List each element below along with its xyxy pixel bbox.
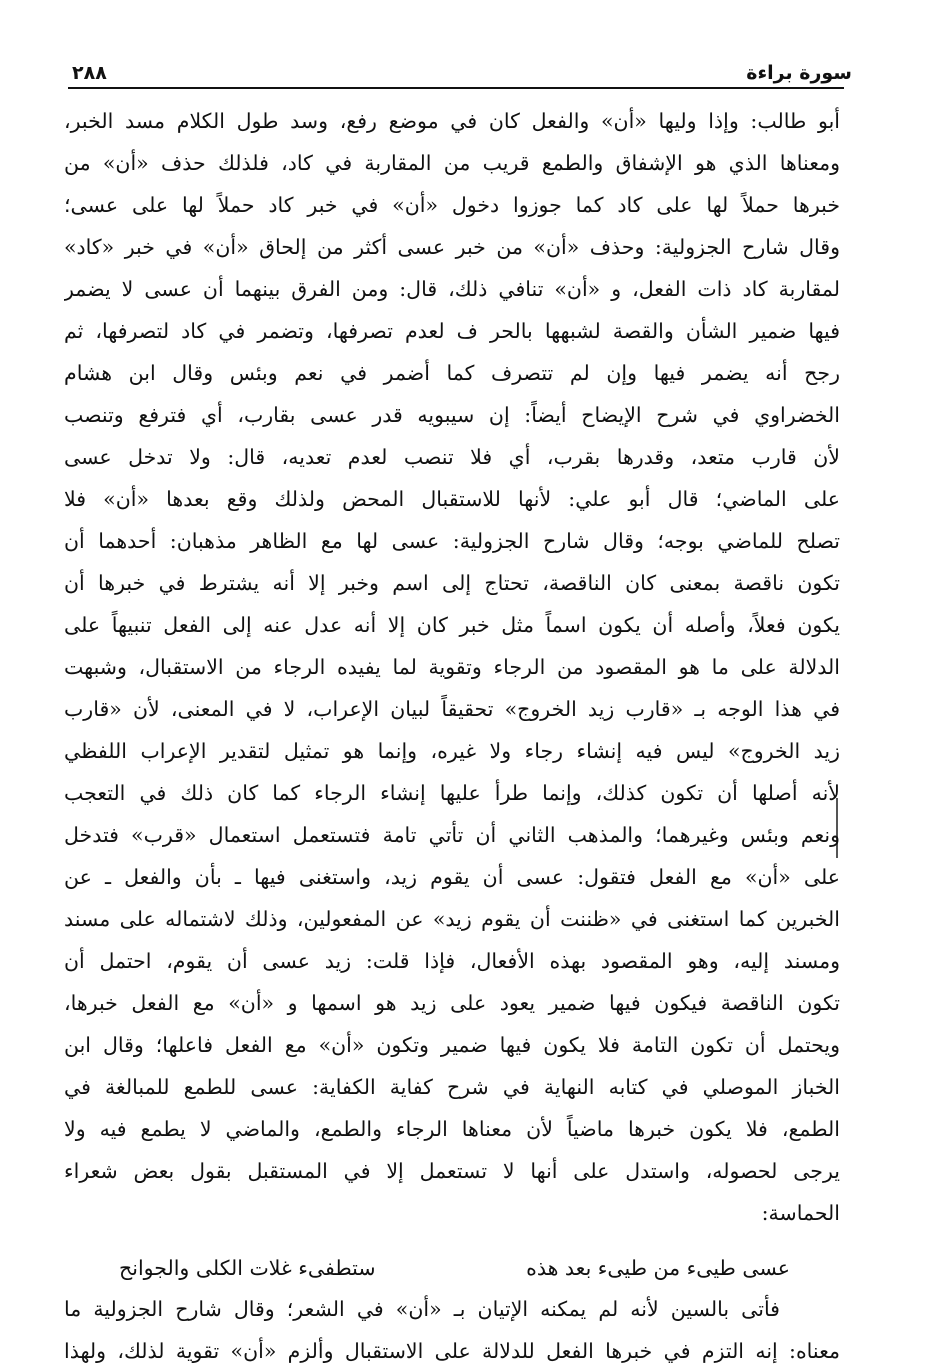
text-line: الدلالة على ما هو المقصود من الرجاء وتقوية لما يفيده الرجاء من الاستقبال، وشبهت	[64, 655, 840, 679]
text-line: الطمع، فلا يكون خبرها ماضياً لأن معناها الرجاء والطمع، والماضي لا يطمع فيه ولا	[64, 1117, 840, 1141]
text-line: وقال شارح الجزولية: وحذف «أن» من خبر عسى أكثر من إلحاق «أن» في خبر «كاد»	[64, 235, 840, 259]
poetry-verse	[64, 1248, 840, 1288]
text-line: ونعم وبئس وغيرهما؛ والمذهب الثاني أن تأتي تامة فتستعمل استعمال «قرب» فتدخل	[64, 823, 840, 847]
text-line: لأنه أصلها أن تكون كذلك، وإنما طرأ عليها إنشاء الرجاء كما كان ذلك في التعجب	[64, 781, 840, 805]
text-line: الخباز الموصلي في كتابه النهاية في شرح كفاية الكفاية: عسى للطمع للمبالغة في	[64, 1075, 840, 1099]
page-header	[72, 54, 852, 84]
text-line: تصلح للماضي بوجه؛ وقال شارح الجزولية: عسى لها مع الظاهر مذهبان: أحدهما أن	[64, 529, 840, 553]
text-line: الخضراوي في شرح الإيضاح أيضاً: إن سيبويه قدر عسى بقارب، أي فترفع وتنصب	[64, 403, 840, 427]
verse-hemistich-first: عسى طيىء من طيىء بعد هذه	[526, 1256, 790, 1280]
text-line: الخبرين كما استغنى في «ظننت أن يقوم زيد» عن المفعولين، وذلك لاشتماله على مسند	[64, 907, 840, 931]
surah-title: سورة براءة	[746, 62, 852, 84]
text-line: فيها ضمير الشأن والقصة لشبهها بالحر ف لعدم تصرفها، وتضمر في كاد لتصرفها، ثم	[64, 319, 840, 343]
text-line: ومعناها الذي هو الإشفاق والطمع قريب من المقاربة في كاد، فلذلك حذف «أن» من	[64, 151, 840, 175]
text-line: يكون فعلاً، وأصله أن يكون اسماً مثل خبر كان إلا أنه عدل عنه إلى الفعل تنبيهاً على	[64, 613, 840, 637]
text-line: فأتى بالسين لأنه لم يمكنه الإتيان بـ «أن» في الشعر؛ وقال شارح الجزولية ما	[64, 1297, 780, 1321]
text-line: الحماسة:	[761, 1201, 840, 1225]
text-line: خبرها حملاً لها على كاد كما جوزوا دخول «أن» في خبر كاد حملاً لها على عسى؛	[64, 193, 840, 217]
text-line: ومسند إليه، وهو المقصود بهذه الأفعال، فإذا قلت: زيد عسى أن يقوم، احتمل أن	[64, 949, 840, 973]
text-line: على الماضي؛ قال أبو علي: لأنها للاستقبال المحض ولذلك وقع بعدها «أن» فلا	[64, 487, 840, 511]
text-line: لمقاربة كاد ذات الفعل، و «أن» تنافي ذلك، قال: ومن الفرق بينهما أن عسى لا يضمر	[64, 277, 840, 301]
text-line: معناه: إنه التزم في خبرها الفعل للدلالة على الاستقبال وألزم «أن» تقوية لذلك، ولهذا	[64, 1339, 840, 1363]
text-line: ويحتمل أن تكون التامة فلا يكون فيها ضمير وتكون «أن» مع الفعل فاعلها؛ وقال ابن	[64, 1033, 840, 1057]
text-line: تكون ناقصة بمعنى كان الناقصة، تحتاج إلى اسم وخبر إلا أنه يشترط في خبرها أن	[64, 571, 840, 595]
text-body	[64, 100, 840, 1372]
text-line: على «أن» مع الفعل فتقول: عسى أن يقوم زيد، واستغنى فيها ـ بأن والفعل ـ عن	[64, 865, 840, 889]
text-line: أبو طالب: وإذا وليها «أن» والفعل كان في موضع رفع، وسد طول الكلام مسد الخبر،	[64, 109, 840, 133]
text-line: رجح أنه يضمر فيها وإن لم تتصرف كما أضمر في نعم وبئس وقال ابن هشام	[64, 361, 840, 385]
text-line: في هذا الوجه بـ «قارب زيد الخروج» تحقيقاً لبيان الإعراب، لا في المعنى، لأن «قارب	[64, 697, 840, 721]
header-rule	[68, 87, 844, 89]
text-line: زيد الخروج» ليس فيه إنشاء رجاء ولا غيره، وإنما هو تمثيل لتقدير الإعراب اللفظي	[64, 739, 840, 763]
text-line: يرجى لحصوله، واستدل على أنها لا تستعمل إلا في المستقبل بقول بعض شعراء	[64, 1159, 840, 1183]
text-line: لأن قارب متعد، وقدرها بقرب، أي فلا تنصب لعدم تعديه، قال: ولا تدخل عسى	[64, 445, 840, 469]
text-line: تكون الناقصة فيكون فيها ضمير يعود على زيد هو اسمها و «أن» مع الفعل خبرها،	[64, 991, 840, 1015]
verse-hemistich-second: ستطفىء غلات الكلى والجوانح	[119, 1256, 376, 1280]
page-number: ٢٨٨	[72, 62, 107, 84]
